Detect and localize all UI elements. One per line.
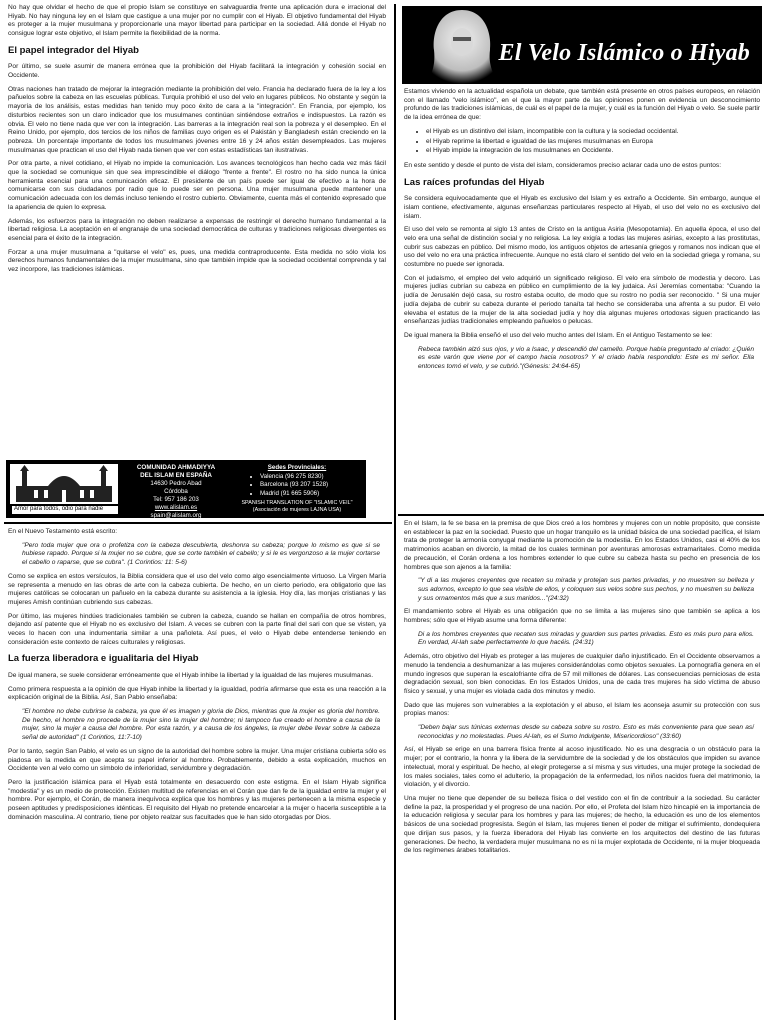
paragraph: Además, otro objetivo del Hiyab es proteger a las mujeres de cualquier daño injustificado. En el Occidente observamos a menudo la tendencia a deshumanizar a las mujeres considerándolas como objetos sexuales. La pornografía genera en el mundo ingresos que superan la escalofriante cifra de 57 mil millones de dólares. Las consecuencias perniciosas de esta degradación sexual, son bien conocidas. En los Estados Unidos, una de cada tres mujeres ha sido víctima de abuso físico y sexual, y una mujer es violada cada dos minutos y medio. [404,653,760,695]
paragraph: Como primera respuesta a la opinión de que Hiyab inhibe la libertad y la igualdad, podría afirmarse que esta es una reacción a la explicación original de la Biblia. Así, San Pablo enseñaba: [8,685,386,702]
paragraph: Dado que las mujeres son vulnerables a la explotación y el abuso, el Islam les aconseja asumir su protección con sus propias manos: [404,701,760,718]
paragraph: En el Nuevo Testamento está escrito: [8,528,118,535]
quran-quote: "Deben bajar sus túnicas externas desde su cabeza sobre su rostro. Esto es más conveniente para que sean así reconocidas y no molestadas. Pues Al-lah, es el Sumo Indulgente, Misericordioso" (33:60) [418,724,754,740]
paragraph: Una mujer no tiene que depender de su belleza física o del vestido con el fin de contribuir a la sociedad. Su carácter define la paz, la prosperidad y el progreso de una nación. Por ello, el Profeta del Islam hizo hincapié en la importancia de la educación religiosa y secular para los hombres y para las mujeres; de hecho, la educación es uno de los elementos básicos de una sociedad progresista. Según el Islam, las mujeres tienen el poder de mitigar el sufrimiento, dondequiera que dirijan sus pasos, y la fuerza liberadora del Hiyab las convierte en los arquitectos del destino de las futuras generaciones. De hecho, la verdadera mujer musulmana no es ni la mujer explotada de Occidente, ni la mujer bloqueada de los regímenes árabes totalitarios. [404,794,760,855]
panel-divider-left [4,522,392,524]
section-heading-integration: El papel integrador del Hiyab [8,44,139,56]
section-heading-liberating: La fuerza liberadora e igualitaria del Hiyab [8,653,199,665]
bible-quote: Rebeca también alzó sus ojos, y vio a Isaac, y descendió del camello. Porque había preguntado al criado: ¿Quién es este varón que viene por el campo hacia nosotros? Y el criado había respondido: Este es mi señor. Ella entonces tomó el velo, y se cubrió."(Génesis: 24:64-65) [418,345,754,371]
section-heading-roots: Las raíces profundas del Hiyab [404,176,545,188]
community-contact-box [6,460,366,518]
banner-title: El Velo Islámico o Hiyab [498,40,750,66]
veiled-woman-photo [422,6,502,84]
address: 14630 Pedro Abad [150,479,202,487]
right-top-panel [404,88,760,512]
community-name: COMUNIDAD AHMADIYYA [136,464,216,471]
list-item: • el Hiyab es un distintivo del islam, incompatible con la cultura y la sociedad occidental. [426,128,760,137]
paragraph: En este sentido y desde el punto de vista del islam, consideramos preciso aclarar cada uno de estos puntos: [404,161,722,169]
list-item: • el Hiyab impide la integración de los musulmanes en Occidente. [426,147,760,156]
community-name: DEL ISLAM EN ESPAÑA [140,471,212,479]
office-item: • Valencia (96 275 8230) [260,473,362,481]
intro-paragraph: No hay que olvidar el hecho de que el propio Islam se constituye en salvaguardia frente una aplicación dura e irracional del Hiyab. No hay ninguna ley en el Islam que castigue a una mujer por no cumplir con el Hiyab. El objetivo fundamental del Hiyab es proteger a la mujer musulmana y proporcionarle una mayor libertad para participar en la sociedad. Allá donde el Hiyab no consigue lograr este objetivo, el Islam permite la flexibilidad de la norma. [8,4,386,38]
phone: Tel: 957 186 203 [153,496,199,504]
offices-heading: Sedes Provinciales: [267,464,327,471]
paragraph: Forzar a una mujer musulmana a "quitarse el velo" es, pues, una medida contraproducente. Esta medida no sólo viola los derechos humanos fundamentales de la mujer musulmana, sino que también impide que la sociedad occidental comprenda y tal vez incorpore, las tradiciones islámicas. [8,248,386,274]
mosque-illustration [10,464,118,504]
provincial-offices [232,464,362,514]
quran-quote: Di a los hombres creyentes que recaten sus miradas y guarden sus partes privadas. Esto es más puro para ellos. En verdad, Al-lah sabe perfectamente lo que hacéis. (24:31) [418,630,754,647]
list-item: • el Hiyab reprime la libertad e igualdad de las mujeres musulmanas en Europa [426,138,760,147]
panel-divider-right [398,514,764,516]
paragraph: Por lo tanto, según San Pablo, el velo es un signo de la autoridad del hombre sobre la mujer. Una mujer cristiana cubierta sólo es piadosa en la medida en que acepta su papel inferior al hombre. Probablemente, debido a esta explicación, muchos en Occidente ven al velo como un símbolo de inferioridad, servidumbre y degradación. [8,747,386,773]
paragraph: Como se explica en estos versículos, la Biblia considera que el uso del velo como algo esencialmente virtuoso. La Virgen María se representa a menudo en las obras de arte con la cabeza cubierta. De hecho, en un cierto periodo, era obligatorio que las mujeres católicas se colocaran un pañuelo en la cabeza durante su asistencia a la iglesia. Hoy día, las monjas cristianas y las mujeres Amish continúan cubriendo sus cabezas. [8,572,386,606]
column-divider [394,4,396,1020]
bible-quote: "El hombre no debe cubrirse la cabeza, ya que él es imagen y gloria de Dios, mientras que la mujer es gloria del hombre. De hecho, el hombre no procede de la mujer sino la mujer del hombre; ni tampoco fue creado el hombre a causa de la mujer, sino la mujer a causa del hombre. Por esta razón, y a causa de los ángeles, la mujer debe llevar sobre la cabeza señal de autoridad" (1 Corintios, 11:7-10) [22,708,380,742]
intro-paragraph: Estamos viviendo en la actualidad española un debate, que también está presente en otros países europeos, en relación con el llamado "velo islámico", en el que la mayor parte de las opiniones ponen en evidencia un desconocimiento profundo de las tradiciones islámicas, de cuál es el papel de la mujer, y cuál es la función del Hiyab o velo. Se suele partir de la idea errónea de que: [404,88,760,122]
title-banner [402,6,762,84]
paragraph: El mandamiento sobre el Hiyab es una obligación que no se limita a las mujeres sino que también se aplica a los hombres; sólo que el Hiyab asume una forma diferente: [404,608,760,625]
paragraph: El uso del velo se remonta al siglo 13 antes de Cristo en la antigua Asiria (Mesopotamia). En aquella época, el uso del velo era una señal de distinción social y no religiosa. La ley exigía a todas las mujeres asirias, excepto a las prostitutas, cubrir sus cabezas en público. Del mismo modo, los antiguos objetos de artesanía griegos y romanos nos indican que el uso del velo no era una práctica infrecuente. Aunque no está claro el sentido del velo en la sociedad griega y romana, su costumbre no puede ser ignorada. [404,226,760,269]
paragraph: Otras naciones han tratado de mejorar la integración mediante la prohibición del velo. Francia ha declarado fuera de la ley a los pañuelos sobre la cabeza en las escuelas públicas. Turquía prohibió el uso del velo en lugares públicos. No obstante y según la mayoría de los análisis, estas medidas han tenido muy poco éxito de cara a la "integración". En Francia, por ejemplo, los disturbios recientes son un claro indicador que los musulmanes continúan sintiéndose extraños e indispuestos. La razón es obvia. El velo no tiene nada que ver con la integración. Las barreras a la integración real son la pobreza y el desempleo. En el Reino Unido, por ejemplo, dos tercios de los niños de familias cuyo origen es el Pakistán y Bangladesh están creciendo en la pobreza. Un porcentaje importante de todos los musulmanes jóvenes entre 16 y 24 años están desempleados. Las mujeres musulmanas que practican el uso del Hiyab nada tienen que ver con estas estadísticas tan ilustrativas. [8,85,386,154]
right-bottom-panel [404,520,760,1020]
quran-quote: "Y di a las mujeres creyentes que recaten su mirada y protejan sus partes privadas, y no muestren su belleza y sus adornos, excepto lo que sea visible de ellos, y coloquen sus velos sobre sus pechos, y no muestren su belleza y sus ornamentos más que a sus maridos..."(24:32) [418,577,754,602]
offices-list [260,473,362,498]
paragraph: De igual manera, se suele considerar erróneamente que el Hiyab inhibe la libertad y la igualdad de las mujeres musulmanas. [8,671,374,679]
community-motto: Amor para todos, odio para nadie [12,506,118,514]
paragraph: En el Islam, la fe se basa en la premisa de que Dios creó a los hombres y mujeres con un noble propósito, que consiste en establecer la paz en la sociedad. Puesto que un hogar tranquilo es la unidad básica de una sociedad pacífica, el Islam trata de proteger la armonía conyugal mediante la promoción de la modestia. En los Estados Unidos, casi el 40% de los matrimonios acaban en divorcio, la mitad de los cuales terminan por aventuras amorosas extramaritales. Como medida de precaución, el Corán ordena a los hombres extender lo que cubre su cabeza hasta su pecho en presencia de los hombres que son ajenos a la familia: [404,520,760,571]
paragraph: Pero la justificación islámica para el Hiyab está totalmente en desacuerdo con este estigma. En el Islam Hiyab significa "modestia" y es un medio de protección. Existen multitud de referencias en el Corán que dan fe de la igualdad entre la mujer y el hombre. Por ejemplo, el Corán, de manera inequívoca explica que los hombres y las mujeres pertenecen a la misma especie y poseen aptitudes y predisposiciones idénticas. El requisito del Hiyab no pretende encarcelar a la mujer o hacerla susceptible a la dominación masculina. Al contrario, tiene por objeto realzar sus facultades que le han sido otorgadas por Dios. [8,779,386,821]
paragraph: Así, el Hiyab se erige en una barrera física frente al acoso injustificado. No es una desgracia o un obstáculo para la mujer; por el contrario, la honra y la libera de la servidumbre de la sociedad y de los obstáculos que impiden su avance intelectual, moral y espiritual. De hecho, al elegir protegerse a sí misma y sus virtudes, una mujer protege la sociedad de los males sociales, tales como el adulterio, la propagación de la enfermedad, los niños nacidos fuera del matrimonio, la violación, y el divorcio. [404,746,760,789]
community-address-block [124,464,228,521]
office-item: • Barcelona (93 207 1528) [260,481,362,489]
misconceptions-list [426,128,760,156]
paragraph: De igual manera la Biblia enseñó el uso del velo mucho antes del Islam. En el Antiguo Testamento se lee: [404,332,713,339]
paragraph: Se considera equivocadamente que el Hiyab es exclusivo del Islam y es extraño a Occidente. Sin embargo, aunque el islam contiene, efectivamente, algunas enseñanzas particulares respecto al Hiyab, el uso del velo no es exclusivo del islam. [404,195,760,220]
paragraph: Por otra parte, a nivel cotidiano, el Hiyab no impide la comunicación. Los avances tecnológicos han hecho cada vez más fácil que la sociedad se comunique sin que sea imprescindible el diálogo "frente a frente". El rostro no ha sido nunca la única herramienta esencial para una comunicación eficaz. El presidente de un país puede ser igual de efectivo a la hora de comunicarse con sus ciudadanos por radio que lo puede ser en persona. Una mujer musulmana puede mantener una comunicación adecuada con los demás incluso teniendo el rostro cubierto. Obviamente, cuenta más el contenido expresado que la apariencia de quien lo expresa. [8,160,386,211]
paragraph: Con el judaísmo, el empleo del velo adquirió un significado religioso. El velo era símbolo de modestia y decoro. Las mujeres judías cubrían su cabeza en público en cumplimiento de la ley judaica. Así Jeremías comentaba: "Cuando la judía de Jerusalén dejó casa, su rostro estaba oculto, de modo que su rostro no podía ser reconocido. " Si una mujer judía dejaba de cubrir su cabeza durante el periodo tanaíta tal hecho se consideraba una afrenta a su pudor. El velo elevaba el estatus de la mujer de la alta sociedad judía y hoy día algunas mujeres ortodoxas siguen practicando las enseñanzas judías tradicionales empleando pañuelos o pelucas. [404,274,760,326]
left-bottom-panel [8,528,386,1020]
website-link[interactable]: www.alislam.es [154,504,198,512]
association-note: (Asociación de mujeres LAJNA USA) [252,506,342,513]
paragraph: Por último, las mujeres hindúes tradicionales también se cubren la cabeza, cuando se hallan en compañía de otros hombres, dejando así patente que el Hiyab no es exclusivo del Islam. A veces se cubren con la parte final del sari con que se visten, ya veces lo hacen con una indumentaria similar a una pañoleta. Así pues, el velo o Hiyab debe entenderse teniendo en consideración este contexto de raíces culturales y religiosas. [8,612,386,646]
paragraph: Por último, se suele asumir de manera errónea que la prohibición del Hiyab facilitará la integración y cohesión social en Occidente. [8,63,386,80]
office-item: • Madrid (91 665 5906) [260,490,362,498]
bible-quote: "Pero toda mujer que ora o profetiza con la cabeza descubierta, deshonra su cabeza; porque lo mismo es que si se hubiese rapado. Porque si la mujer no se cubre, que se corte también el cabello; y si le es vergonzoso a la mujer cortarse el cabello o raparse, que se cubra". (1 Corintios: 11: 5-6) [22,541,380,567]
city: Córdoba [164,487,188,495]
email-link[interactable]: spain@alislam.org [150,512,202,520]
paragraph: Además, los esfuerzos para la integración no deben realizarse a expensas de restringir el derecho humano fundamental a la libertad religiosa. La aceptación en el engranaje de una sociedad democrática de culturas y tradiciones religiosas divergentes es esencial para el éxito de la integración. [8,217,386,242]
left-top-panel [8,4,386,458]
translation-note: SPANISH TRANSLATION OF "ISLAMIC VEIL" [241,499,353,506]
